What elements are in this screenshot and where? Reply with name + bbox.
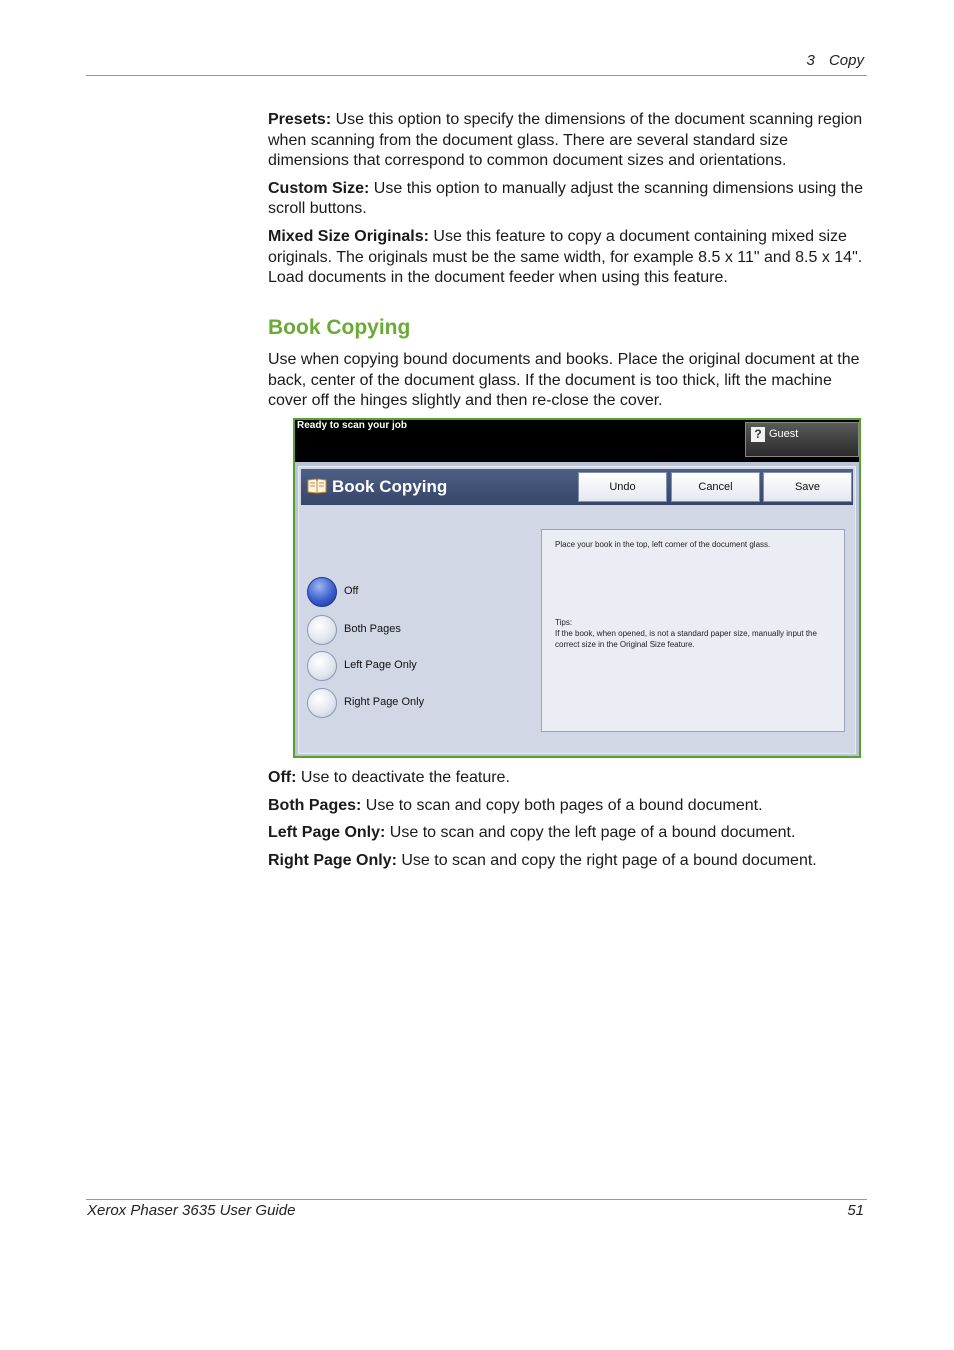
term: Presets: (268, 111, 332, 128)
paragraph-mixed-size (268, 227, 868, 289)
book-copying-panel (298, 466, 856, 754)
description-right-page-only (268, 851, 868, 872)
option-label: Off (344, 585, 359, 597)
tips-label: Tips: (555, 618, 573, 627)
term: Mixed Size Originals: (268, 227, 429, 245)
chapter-number: 3 (806, 52, 815, 69)
text: Use this option to specify the dimensions of the document scanning region when scanning from the document glass. There are several standard size dimensions that correspond to common document sizes and orientations. (268, 111, 863, 170)
text: Use this option to manually adjust the scanning dimensions using the scroll buttons. (268, 179, 863, 218)
info-tips (555, 617, 835, 650)
term: Both Pages: (268, 796, 362, 814)
guest-label: Guest (769, 428, 799, 440)
tips-text: If the book, when opened, is not a standard paper size, manually input the correct size in the Original Size feature. (555, 629, 817, 649)
radio-button-selected[interactable] (307, 577, 337, 607)
text: Use this feature to copy a document containing mixed size originals. The originals must be the same width, for example 8.5 x 11" and 8.5 x 14". Load documents in the document feeder when using this feature. (268, 227, 863, 287)
option-label: Left Page Only (344, 659, 417, 671)
status-bar (295, 420, 859, 462)
text: Use to deactivate the feature. (296, 769, 510, 786)
radio-button[interactable] (307, 651, 337, 681)
term: Off: (268, 769, 297, 786)
description-both-pages (268, 796, 868, 817)
guest-button[interactable] (745, 422, 859, 457)
running-header (806, 52, 864, 69)
top-paragraphs (268, 110, 868, 296)
text: Use to scan and copy both pages of a bound document. (361, 796, 763, 814)
help-icon: ? (751, 427, 765, 442)
radio-button[interactable] (307, 615, 337, 645)
save-button[interactable]: Save (763, 472, 852, 502)
info-box (541, 529, 845, 732)
page-number: 51 (847, 1202, 864, 1219)
option-descriptions (268, 768, 868, 878)
title-bar (301, 469, 853, 505)
cancel-button[interactable]: Cancel (671, 472, 760, 502)
description-left-page-only (268, 823, 868, 844)
paragraph-custom-size (268, 179, 868, 220)
book-icon (307, 478, 327, 494)
book-copying-screen (293, 418, 861, 758)
section-intro-block (268, 350, 868, 419)
chapter-title: Copy (828, 52, 864, 69)
term: Custom Size: (268, 179, 370, 197)
option-label: Right Page Only (344, 696, 425, 708)
guide-title: Xerox Phaser 3635 User Guide (87, 1202, 296, 1219)
footer-rule (86, 1199, 867, 1200)
term: Right Page Only: (268, 851, 397, 869)
text: Use to scan and copy the left page of a bound document. (385, 824, 796, 842)
undo-button[interactable]: Undo (578, 472, 667, 502)
option-label: Both Pages (344, 623, 401, 635)
info-main-text: Place your book in the top, left corner of the document glass. (555, 540, 771, 549)
header-rule (86, 75, 867, 76)
term: Left Page Only: (268, 824, 386, 842)
paragraph-presets (268, 110, 868, 172)
panel-title: Book Copying (332, 477, 448, 496)
radio-button[interactable] (307, 688, 337, 718)
status-text: Ready to scan your job (297, 420, 408, 431)
text: Use to scan and copy the right page of a bound document. (396, 851, 817, 869)
description-off (268, 768, 868, 789)
section-intro: Use when copying bound documents and books. Place the original document at the back, center of the document glass. If the document is too thick, lift the machine cover off the hinges slightly and then re-close the cover. (268, 351, 860, 410)
section-heading: Book Copying (268, 316, 411, 339)
